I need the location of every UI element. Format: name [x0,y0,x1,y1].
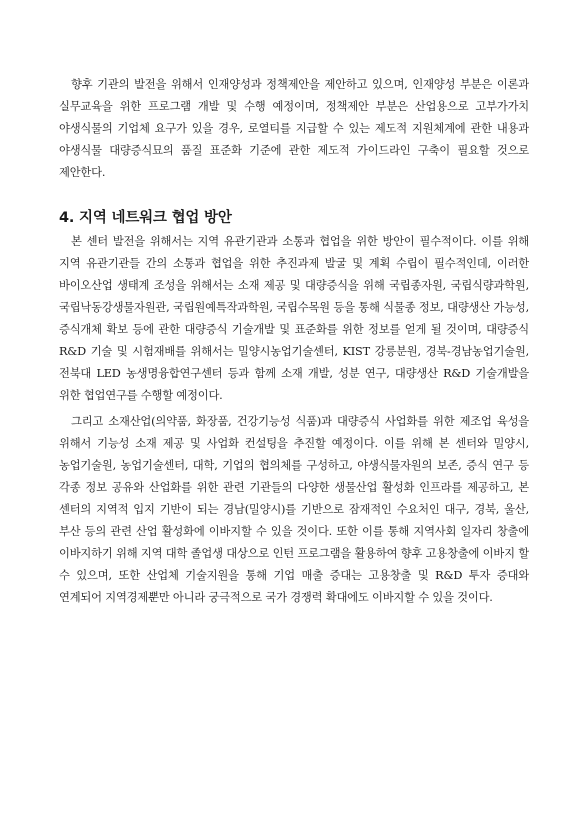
section-paragraph-1: 본 센터 발전을 위해서는 지역 유관기관과 소통과 협업을 위한 방안이 필수적이다. 이를 위해 지역 유관기관들 간의 소통과 협업을 위한 추진과제 발굴 및 계획 수립이 필수적인데, 이러한 바이오산업 생태계 조성을 위해서는 소재 제공 및 대량증식을 위해 국립종자원, 국립식량과학원, 국립낙동강생물자원관, 국립원예특작과학원, 국립수목원 등을 통해 식물종 정보, 대량생산 가능성, 증식개체 확보 등에 관한 대량증식 기술개발 및 표준화를 위한 정보를 얻게 될 것이며, 대량증식 R&D 기술 및 시험재배를 위해서는 밀양시농업기술센터, KIST 강릉분원, 경북-경남농업기술원, 전북대 LED 농생명융합연구센터 등과 함께 소재 개발, 성분 연구, 대량생산 R&D 기술개발을 위한 협업연구를 수행할 예정이다. [59,235,529,402]
document-page [59,74,529,609]
section-paragraph-2: 그리고 소재산업(의약품, 화장품, 건강기능성 식품)과 대량증식 사업화를 위한 제조업 육성을 위해서 기능성 소재 제공 및 사업화 컨설팅을 추진할 예정이다. 이를 위해 본 센터와 밀양시, 농업기술원, 농업기술센터, 대학, 기업의 협의체를 구성하고, 야생식물자원의 보존, 증식 연구 등 각종 정보 공유와 산업화를 위한 관련 기관들의 다양한 생물산업 활성화 인프라를 제공하고, 본 센터의 지역적 입지 기반이 되는 경남(밀양시)를 기반으로 잠재적인 수요처인 대구, 경북, 울산, 부산 등의 관련 산업 활성화에 이바지할 수 있을 것이다. 또한 이를 통해 지역사회 일자리 창출에 이바지하기 위해 지역 대학 졸업생 대상으로 인턴 프로그램을 활용하여 향후 고용창출에 이바지 할 수 있으며, 또한 산업체 기술지원을 통해 기업 매출 증대는 고용창출 및 R&D 투자 증대와 연계되어 지역경제뿐만 아니라 궁극적으로 국가 경쟁력 확대에도 이바지할 수 있을 것이다. [59,415,529,604]
section-heading: 4. 지역 네트워크 협업 방안 [59,210,232,226]
intro-paragraph: 향후 기관의 발전을 위해서 인재양성과 정책제안을 제안하고 있으며, 인재양성 부분은 이론과 실무교육을 위한 프로그램 개발 및 수행 예정이며, 정책제안 부분은 산업용으로 고부가가치 야생식물의 기업체 요구가 있을 경우, 로열티를 지급할 수 있는 제도적 지원체계에 관한 내용과 야생식물 대량증식묘의 품질 표준화 기준에 관한 제도적 가이드라인 구축이 필요할 것으로 제안한다. [59,78,529,179]
